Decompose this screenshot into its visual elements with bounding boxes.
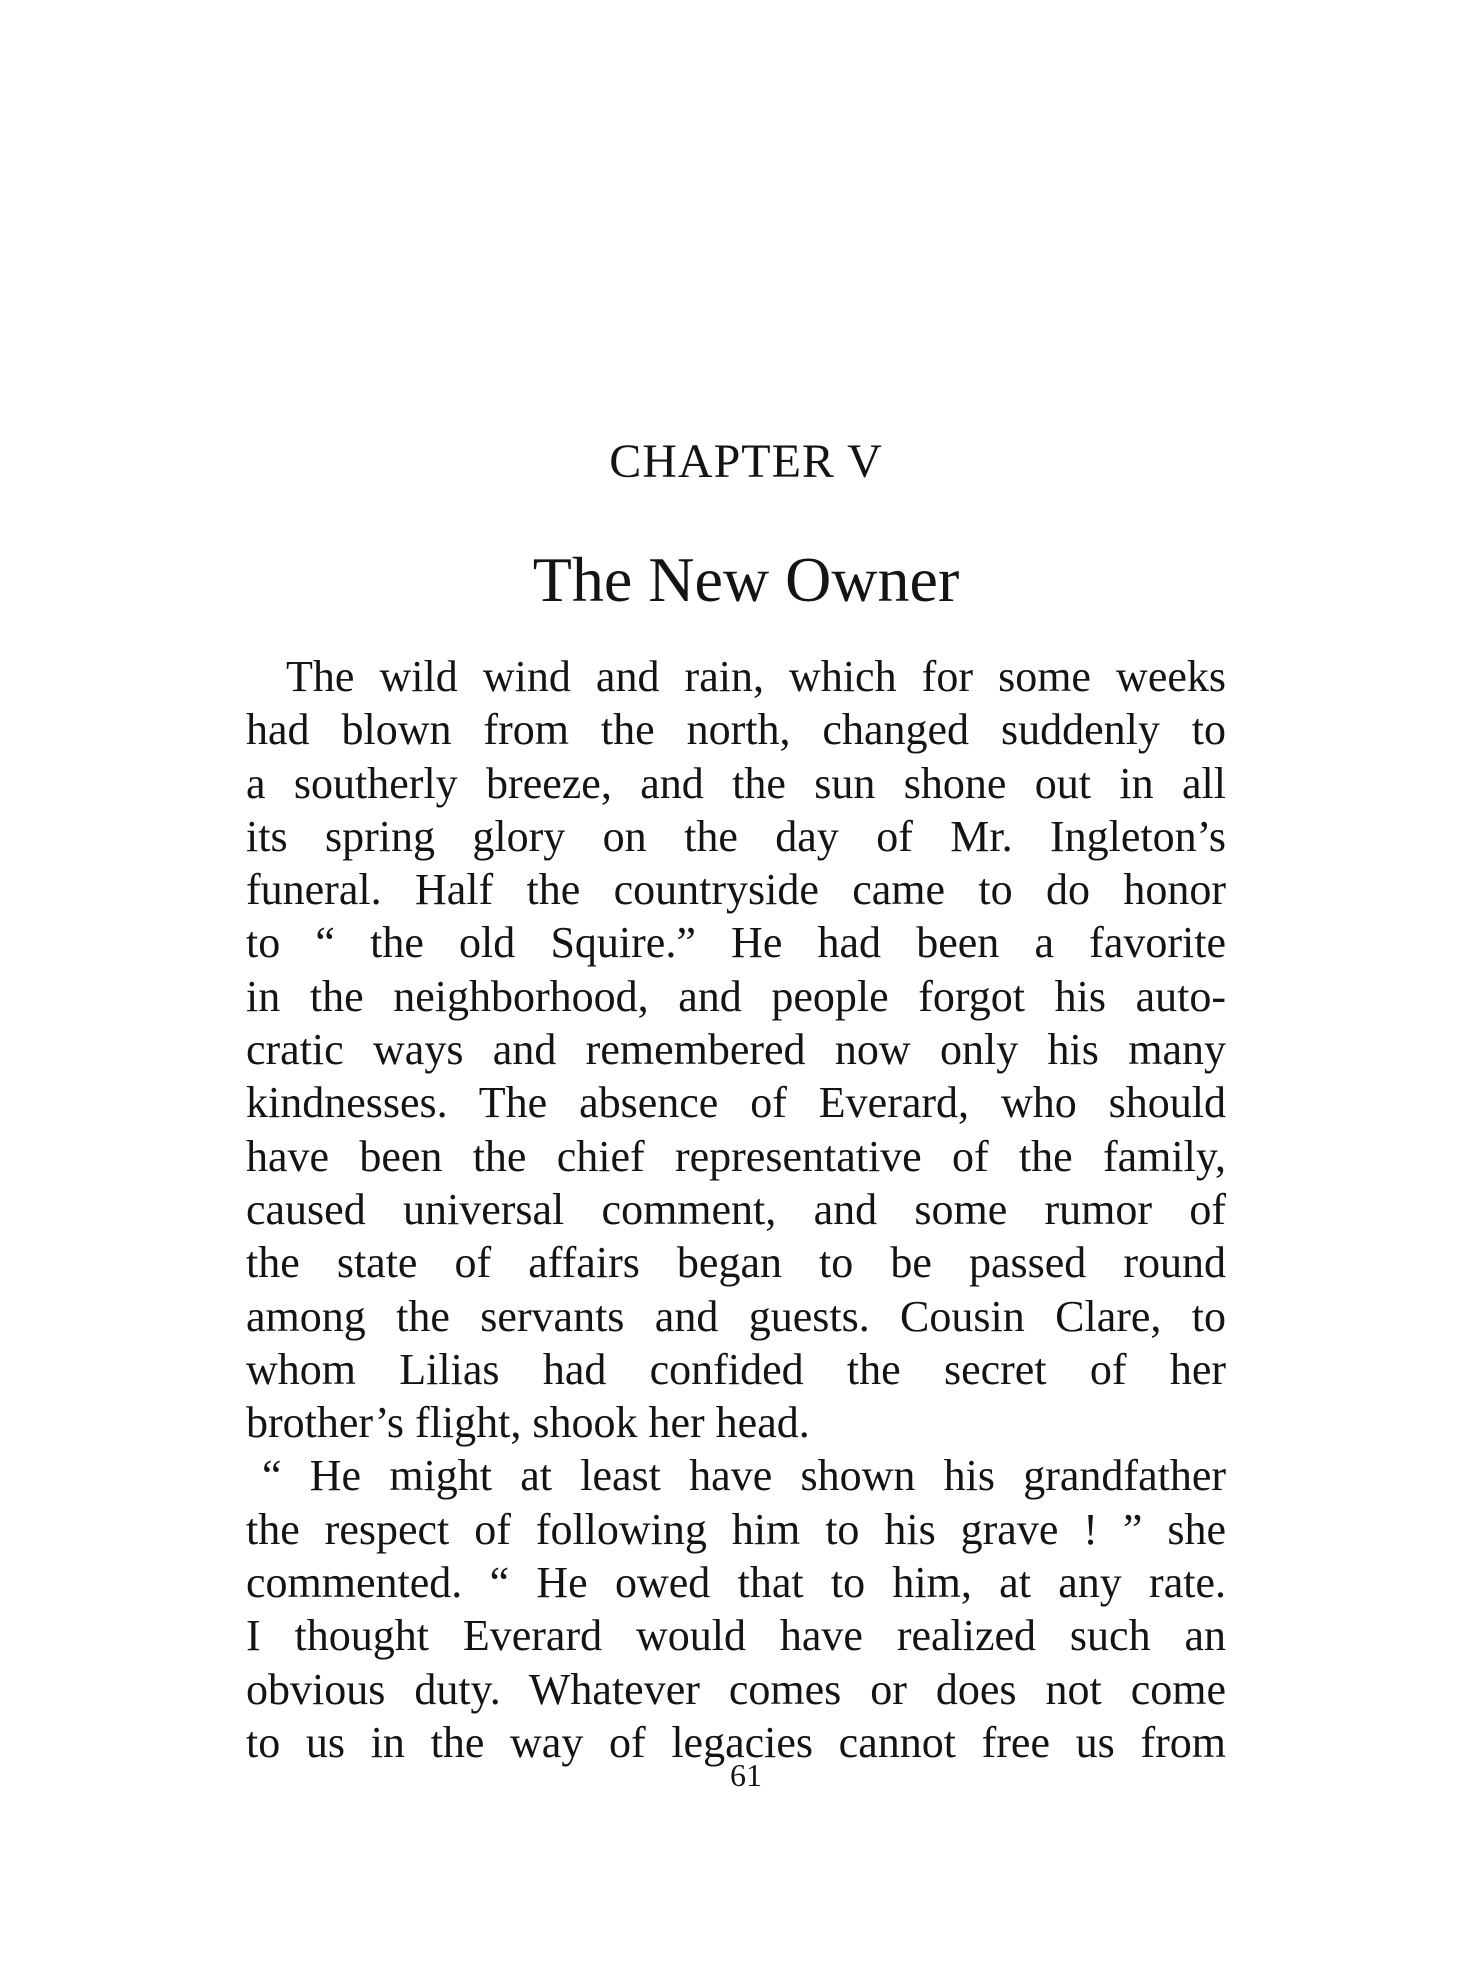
text-line: cratic ways and remembered now only his many bbox=[246, 1025, 1226, 1075]
text-line: whom Lilias had confided the secret of her bbox=[246, 1344, 1226, 1394]
text-line: to us in the way of legacies cannot free us from bbox=[246, 1717, 1226, 1767]
text-line: a southerly breeze, and the sun shone out in all bbox=[246, 758, 1226, 808]
text-line: had blown from the north, changed suddenly to bbox=[246, 705, 1226, 755]
text-line: I thought Everard would have realized such an bbox=[246, 1611, 1226, 1661]
text-line: to “ the old Squire.” He had been a favorite bbox=[246, 918, 1226, 968]
text-line: funeral. Half the countryside came to do honor bbox=[246, 865, 1226, 915]
text-line: commented. “ He owed that to him, at any rate. bbox=[246, 1558, 1226, 1608]
page-number: 61 bbox=[730, 1757, 762, 1793]
text-line: among the servants and guests. Cousin Clare, to bbox=[246, 1291, 1226, 1341]
text-line: caused universal comment, and some rumor of bbox=[246, 1184, 1226, 1234]
text-line: its spring glory on the day of Mr. Ingleton’s bbox=[246, 811, 1226, 861]
text-line: brother’s flight, shook her head. bbox=[246, 1398, 810, 1448]
text-line: “ He might at least have shown his grandfather bbox=[262, 1451, 1226, 1501]
chapter-number: CHAPTER V bbox=[609, 435, 883, 488]
chapter-title: The New Owner bbox=[532, 544, 960, 615]
text-line: in the neighborhood, and people forgot his auto- bbox=[246, 971, 1226, 1021]
text-line: the state of affairs began to be passed round bbox=[246, 1238, 1226, 1288]
text-line: The wild wind and rain, which for some weeks bbox=[286, 652, 1226, 701]
text-line: have been the chief representative of the family, bbox=[246, 1131, 1226, 1181]
text-line: kindnesses. The absence of Everard, who should bbox=[246, 1078, 1226, 1128]
text-line: the respect of following him to his grave ! ” she bbox=[246, 1504, 1226, 1554]
body-text bbox=[246, 650, 1226, 1769]
text-line: obvious duty. Whatever comes or does not come bbox=[246, 1664, 1226, 1714]
